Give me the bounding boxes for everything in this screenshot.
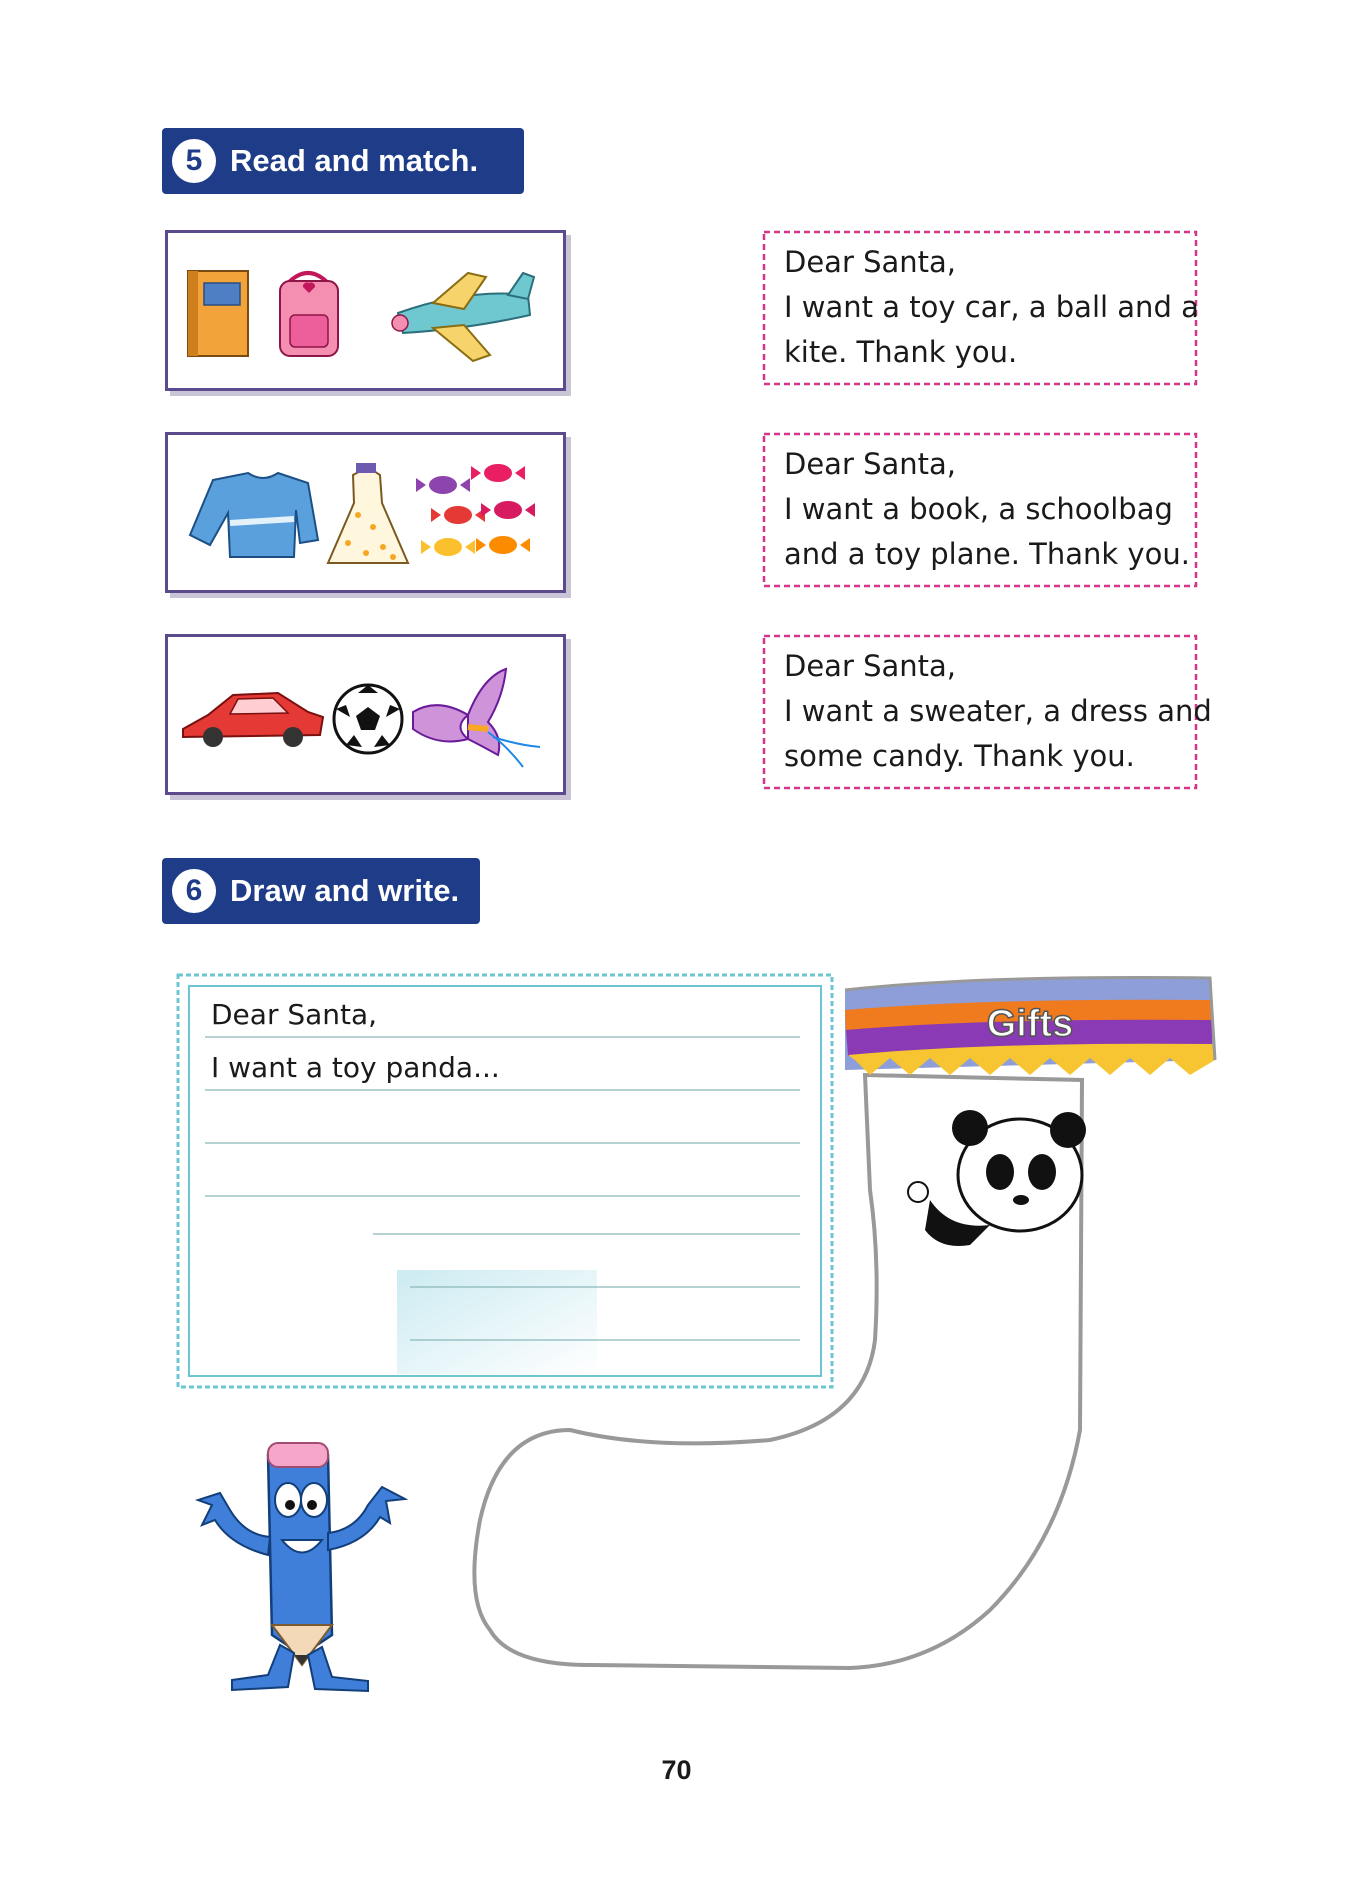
dress-icon	[328, 463, 408, 563]
book-icon	[188, 271, 248, 356]
kite-icon	[413, 669, 540, 767]
letter-1-line-2: I want a toy car, a ball and a	[784, 290, 1199, 324]
writing-card-line-1: Dear Santa,	[211, 998, 378, 1031]
picture-box-1[interactable]	[165, 230, 566, 391]
letter-3-line-2: I want a sweater, a dress and	[784, 694, 1212, 728]
writing-card-line-2: I want a toy panda...	[211, 1051, 500, 1084]
santa-letter-3[interactable]	[760, 632, 1212, 792]
candy-icon	[416, 464, 535, 556]
letter-3-line-1: Dear Santa,	[784, 649, 957, 683]
page-number: 70	[661, 1755, 692, 1785]
section-6-title: Draw and write.	[230, 873, 460, 908]
gift-stocking[interactable]	[470, 960, 1220, 1730]
picture-box-3[interactable]	[165, 634, 566, 795]
letter-1-line-1: Dear Santa,	[784, 245, 957, 279]
sweater-icon	[190, 473, 318, 557]
section-5-header	[162, 128, 524, 194]
toy-car-icon	[183, 693, 323, 747]
section-5-title: Read and match.	[230, 143, 479, 178]
stocking-label: Gifts	[986, 1003, 1074, 1045]
section-5-number: 5	[172, 139, 216, 183]
section-6-number: 6	[172, 869, 216, 913]
santa-letter-2[interactable]	[760, 430, 1200, 590]
toy-plane-icon	[392, 273, 534, 361]
letter-3-line-3: some candy. Thank you.	[784, 739, 1135, 773]
schoolbag-icon	[280, 273, 338, 356]
letter-2-line-1: Dear Santa,	[784, 447, 957, 481]
santa-letter-1[interactable]	[760, 228, 1200, 388]
pencil-mascot-icon	[190, 1425, 430, 1695]
letter-2-line-3: and a toy plane. Thank you.	[784, 537, 1190, 571]
picture-box-2[interactable]	[165, 432, 566, 593]
ball-icon	[334, 685, 402, 753]
letter-2-line-2: I want a book, a schoolbag	[784, 492, 1173, 526]
section-6-header	[162, 858, 480, 924]
letter-1-line-3: kite. Thank you.	[784, 335, 1018, 369]
